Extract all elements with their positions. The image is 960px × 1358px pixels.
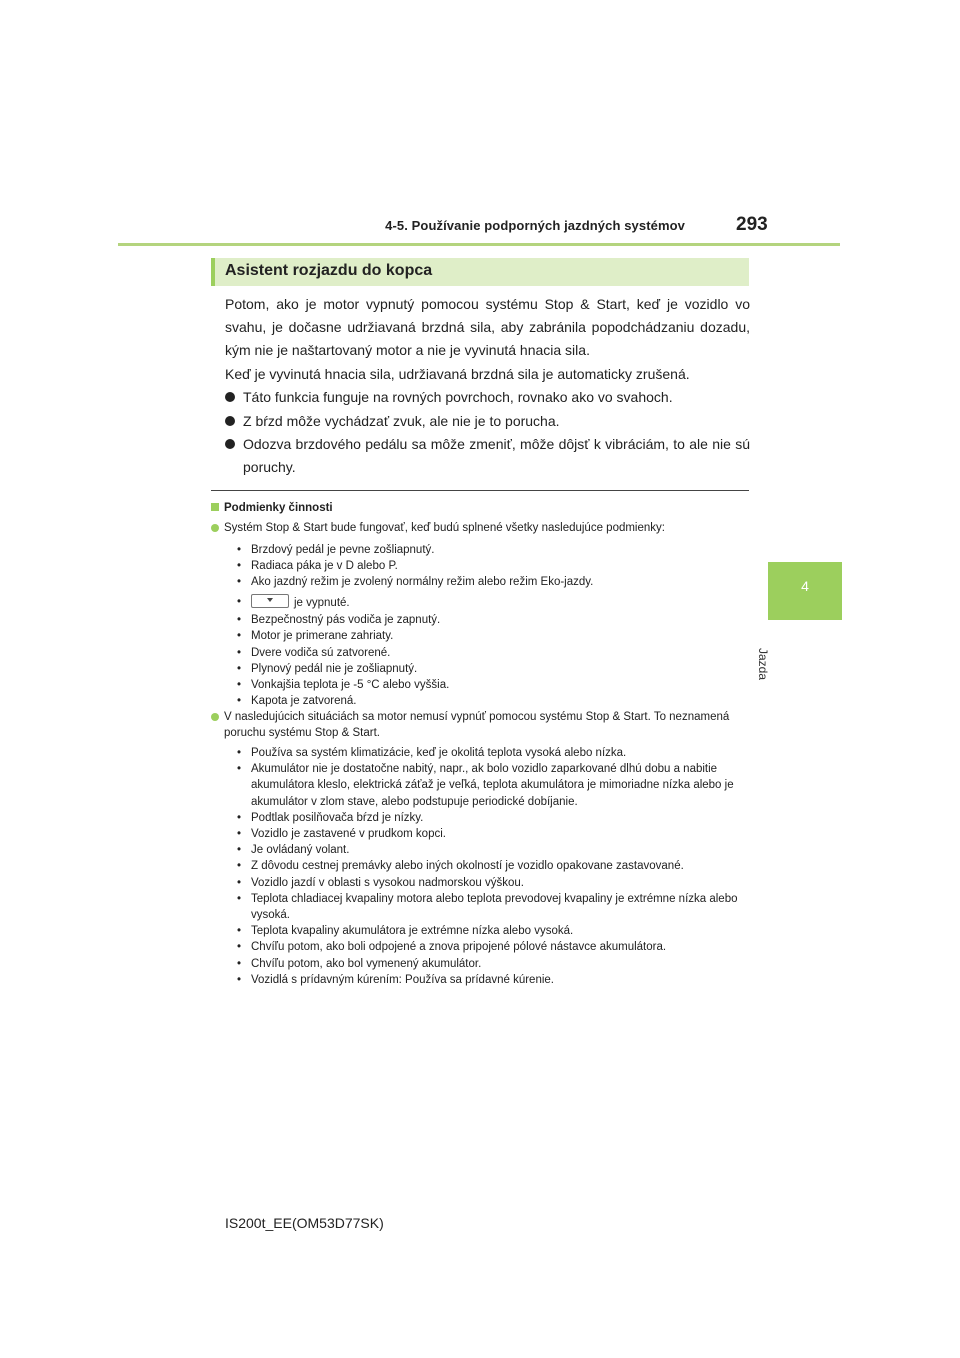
bullet-text: Z bŕzd môže vychádzať zvuk, ale nie je to porucha. [243, 413, 560, 429]
condition-list [237, 594, 749, 709]
bullet-text: Odozva brzdového pedálu sa môže zmeniť, môže dôjsť k vibráciám, to ale nie sú poruchy. [243, 436, 750, 475]
chapter-tab [768, 562, 842, 620]
list-item: • Dvere vodiča sú zatvorené. [237, 645, 749, 661]
list-item: • Je ovládaný volant. [237, 842, 749, 858]
green-dot-icon [211, 713, 219, 721]
list-item: • Motor je primerane zahriaty. [237, 628, 749, 644]
bullet-dot [225, 392, 235, 402]
bullet-item [225, 386, 750, 409]
condition-text: Systém Stop & Start bude fungovať, keď budú splnené všetky nasledujúce podmienky: [224, 522, 665, 534]
conditions-heading-text: Podmienky činnosti [224, 502, 333, 514]
green-dot-icon [211, 524, 219, 532]
conditions-heading [211, 502, 333, 514]
list-item: • Ako jazdný režim je zvolený normálny režim alebo režim Eko-jazdy. [237, 574, 749, 590]
intro-paragraph: Potom, ako je motor vypnutý pomocou systému Stop & Start, keď je vozidlo vo svahu, je dočasne udržiavaná brzdná sila, aby zabránila popodchádzaniu dozadu, kým nie je naštartovaný motor a nie je vyvinutá hnacia sila. [225, 296, 750, 358]
bullet-text: Táto funkcia funguje na rovných povrchoch, rovnako ako vo svahoch. [243, 389, 673, 405]
list-item: • Akumulátor nie je dostatočne nabitý, napr., ak bolo vozidlo zaparkované dlhú dobu a nabitie akumulátora kleslo, elektrická záťaž je veľká, teplota akumulátora je mimoriadne nízka alebo je akumulátor v zlom stave, alebo podstupuje periodické dobíjanie. [237, 761, 749, 810]
bullet-item [225, 433, 750, 479]
condition-text: V nasledujúcich situáciách sa motor nemusí vypnúť pomocou systému Stop & Start. To neznamená poruchu systému Stop & Start. [224, 711, 730, 739]
eco-button-icon [251, 594, 289, 608]
list-item: • Radiaca páka je v D alebo P. [237, 558, 749, 574]
chapter-label: Jazda [756, 648, 770, 681]
list-item: • Používa sa systém klimatizácie, keď je okolitá teplota vysoká alebo nízka. [237, 745, 749, 761]
condition-list [237, 542, 749, 591]
list-item: • Chvíľu potom, ako boli odpojené a znova pripojené pólové nástavce akumulátora. [237, 939, 749, 955]
section-heading-box [211, 258, 749, 286]
list-item: • Chvíľu potom, ako bol vymenený akumulátor. [237, 956, 749, 972]
bullet-dot [225, 439, 235, 449]
header-rule [118, 243, 840, 246]
bullet-dot [225, 416, 235, 426]
page-number: 293 [736, 214, 768, 235]
bullet-item [225, 410, 750, 433]
square-marker-icon [211, 503, 219, 511]
release-paragraph: Keď je vyvinutá hnacia sila, udržiavaná brzdná sila je automaticky zrušená. [225, 366, 690, 382]
list-item: • Kapota je zatvorená. [237, 693, 749, 709]
list-item: • Bezpečnostný pás vodiča je zapnutý. [237, 612, 749, 628]
section-heading: Asistent rozjazdu do kopca [225, 262, 433, 279]
situation-list [237, 745, 749, 988]
list-item: • Z dôvodu cestnej premávky alebo iných okolností je vozidlo opakovane zastavované. [237, 858, 749, 874]
list-item: • Vozidlá s prídavným kúrením: Používa sa prídavné kúrenie. [237, 972, 749, 988]
list-item: • Brzdový pedál je pevne zošliapnutý. [237, 542, 749, 558]
condition-item [211, 520, 751, 536]
list-item: • Plynový pedál nie je zošliapnutý. [237, 661, 749, 677]
list-item: • Podtlak posilňovača bŕzd je nízky. [237, 810, 749, 826]
list-item: • Teplota chladiacej kvapaliny motora alebo teplota prevodovej kvapaliny je extrémne nízka alebo vysoká. [237, 891, 749, 923]
running-header-section: 4-5. Používanie podporných jazdných systémov [385, 218, 685, 233]
list-item: • Teplota kvapaliny akumulátora je extrémne nízka alebo vysoká. [237, 923, 749, 939]
list-item: • Vozidlo je zastavené v prudkom kopci. [237, 826, 749, 842]
chapter-number: 4 [801, 578, 809, 594]
list-item [237, 594, 749, 611]
list-item: • Vozidlo jazdí v oblasti s vysokou nadmorskou výškou. [237, 875, 749, 891]
condition-item [211, 709, 751, 741]
button-suffix-text: je vypnuté. [294, 597, 350, 609]
section-divider [211, 490, 749, 491]
manual-code: IS200t_EE(OM53D77SK) [225, 1215, 384, 1231]
list-item: • Vonkajšia teplota je -5 °C alebo vyššia. [237, 677, 749, 693]
